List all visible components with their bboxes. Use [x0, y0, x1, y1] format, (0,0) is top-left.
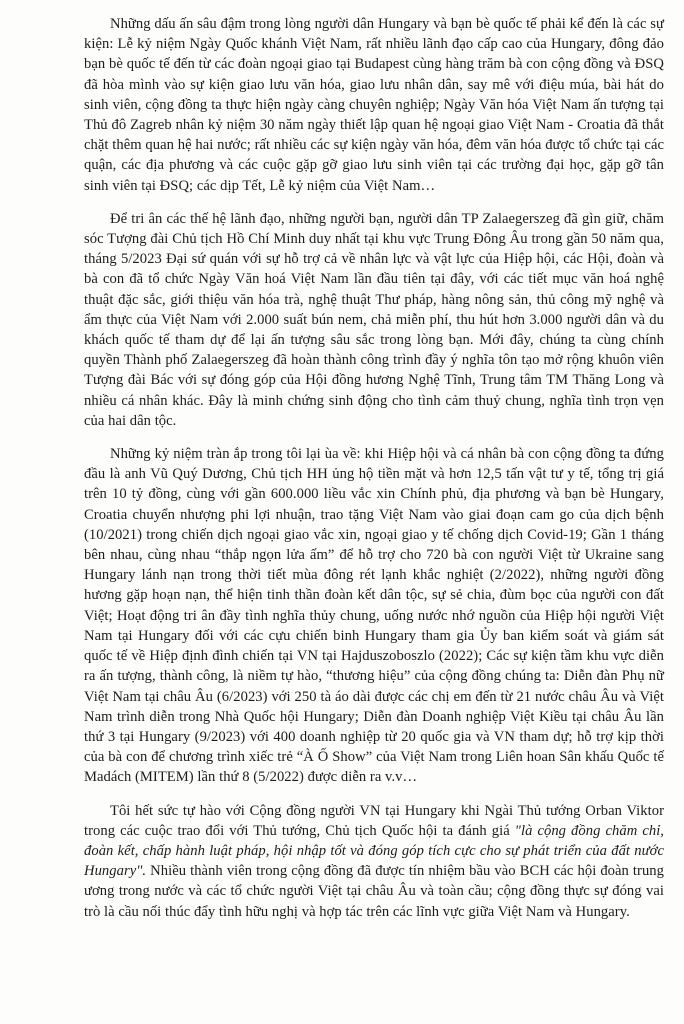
- paragraph-text-before-quote: Tôi hết sức tự hào với Cộng đồng người VN tại Hungary khi Ngài Thủ tướng Orban Viktor trong các cuộc trao đổi với Thủ tướng, Chủ tịch Quốc hội ta đánh giá: [84, 802, 664, 839]
- document-page: [84, 14, 664, 922]
- paragraph-cultural-events: Những dấu ấn sâu đậm trong lòng người dân Hungary và bạn bè quốc tế phải kể đến là các sự kiện: Lễ kỷ niệm Ngày Quốc khánh Việt Nam, rất nhiều lãnh đạo cấp cao của Hungary, đông đảo bạn bè quốc tế đến từ các đoàn ngoại giao tại Budapest cùng hàng trăm bà con cộng đồng và ĐSQ đã hòa mình vào sự kiện giao lưu văn hóa, giao lưu nhân dân, say mê với điệu múa, bài hát do sinh viên, cộng đồng ta thực hiện ngày càng chuyên nghiệp; Ngày Văn hóa Việt Nam ấn tượng tại Thủ đô Zagreb nhân kỷ niệm 30 năm ngày thiết lập quan hệ ngoại giao Việt Nam - Croatia đã thắt chặt thêm quan hệ hai nước; rất nhiều các sự kiện ngày văn hóa, đêm văn hóa được tổ chức tại các quận, các địa phương và các cuộc gặp gỡ giao lưu sinh viên tại các trường đại học, gặp gỡ tân sinh viên tại ĐSQ; các dịp Tết, Lễ kỷ niệm của Việt Nam…: [84, 16, 664, 194]
- paragraph-zalaegerszeg-monument: Để tri ân các thế hệ lãnh đạo, những người bạn, người dân TP Zalaegerszeg đã gìn giữ, chăm sóc Tượng đài Chủ tịch Hồ Chí Minh duy nhất tại khu vực Trung Đông Âu trong gần 50 năm qua, tháng 5/2023 Đại sứ quán với sự hỗ trợ cả về nhân lực và vật lực của Hiệp hội, các Hội, đoàn và bà con đã tổ chức Ngày Văn hoá Việt Nam lần đầu tiên tại đây, với các tiết mục văn hoá nghệ thuật đặc sắc, giới thiệu văn hóa trà, nghệ thuật Thư pháp, hàng nông sản, thủ công mỹ nghệ và ẩm thực của Việt Nam với 2.000 suất bún nem, chả miễn phí, thu hút hơn 3.000 người dân và du khách quốc tế tham dự để lại ấn tượng sâu sắc trong lòng bạn. Mới đây, chúng ta cùng chính quyền Thành phố Zalaegerszeg đã hoàn thành công trình đầy ý nghĩa tôn tạo mở rộng khuôn viên Tượng đài Bác với sự đóng góp của Hội đồng hương Nghệ Tĩnh, Trung tâm TM Thăng Long và nhiều cá nhân khác. Đây là minh chứng sinh động cho tình cảm thuỷ chung, nghĩa tình trọn vẹn của hai dân tộc.: [84, 210, 664, 429]
- prime-minister-quote: "là cộng đồng chăm chỉ, đoàn kết, chấp hành luật pháp, hội nhập tốt và đóng góp tích cực cho sự phát triển của đất nước Hungary".: [84, 822, 664, 880]
- paragraph-community-pride: [84, 801, 664, 922]
- paragraph-community-memories: Những kỷ niệm tràn ắp trong tôi lại ùa về: khi Hiệp hội và cá nhân bà con cộng đồng ta đứng đầu là anh Vũ Quý Dương, Chủ tịch HH ủng hộ tiền mặt và hơn 12,5 tấn vật tư y tế, tổng trị giá trên 10 tỷ đồng, cùng với gần 600.000 liều vắc xin Chính phủ, địa phương và bạn bè Hungary, Croatia chuyển nhượng phi lợi nhuận, trao tặng Việt Nam vào giai đoạn cam go của dịch bệnh (10/2021) trong chiến dịch ngoại giao vắc xin, ngoại giao y tế chống dịch Covid-19; Gần 1 tháng bên nhau, cùng nhau “thắp ngọn lửa ấm” để hỗ trợ cho 720 bà con người Việt từ Ukraine sang Hungary lánh nạn trong thời tiết mùa đông rét lạnh khắc nghiệt (2/2022), những người đồng hương gặp hoạn nạn, thể hiện tinh thần đoàn kết dân tộc, sự sẻ chia, đùm bọc của người con đất Việt; Hoạt động tri ân đầy tình nghĩa thủy chung, uống nước nhớ nguồn của Hiệp hội người Việt Nam tại Hungary đối với các cựu chiến binh Hungary tham gia Ủy ban kiểm soát và giám sát quốc tế về Hiệp định đình chiến tại VN tại Hajduszoboszlo (2022); Các sự kiện tầm khu vực diễn ra ấn tượng, thành công, là niềm tự hào, “thương hiệu” của cộng đồng chúng ta: Diễn đàn Phụ nữ Việt Nam tại châu Âu (6/2023) với 250 tà áo dài được các chị em đến từ 21 nước châu Âu và Việt Nam trình diễn trong Nhà Quốc hội Hungary; Diễn đàn Doanh nghiệp Việt Kiều tại châu Âu lần thứ 3 tại Hungary (9/2023) với 400 doanh nghiệp từ 20 quốc gia và VN tham dự; hỗ trợ kịp thời của bà con để chương trình xiếc trẻ “À Ố Show” của Việt Nam trong Liên hoan Sân khấu Quốc tế Madách (MITEM) lần thứ 8 (5/2022) được diễn ra v.v…: [84, 446, 664, 786]
- paragraph-text-after-quote: Nhiều thành viên trong cộng đồng đã được tín nhiệm bầu vào BCH các hội đoàn trung ương trong nước và các tổ chức người Việt tại châu Âu và toàn cầu; cộng đồng thực sự đóng vai trò là cầu nối thúc đẩy tình hữu nghị và hợp tác trên các lĩnh vực giữa Việt Nam và Hungary.: [84, 863, 664, 920]
